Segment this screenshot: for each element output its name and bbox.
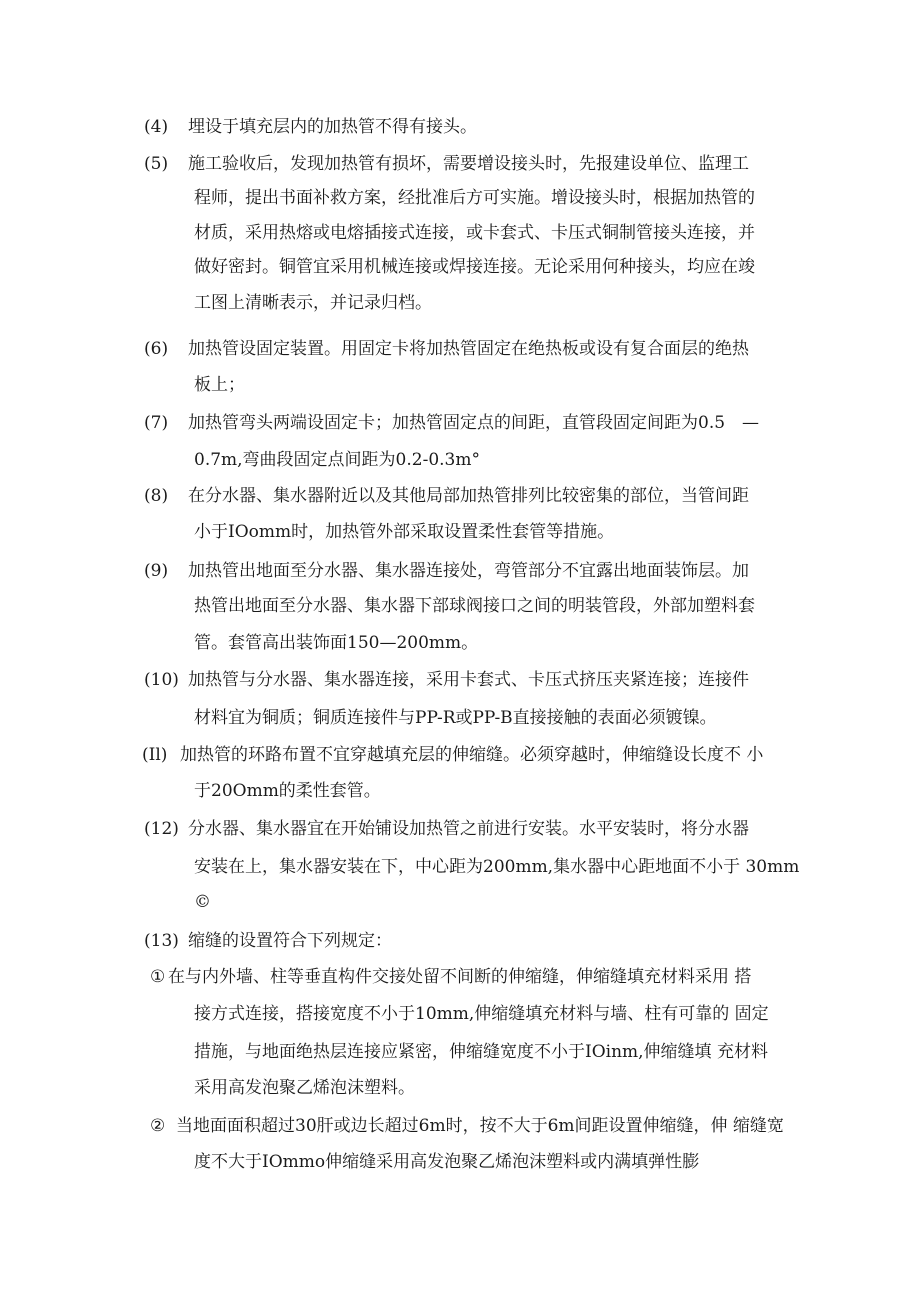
paragraph-text: 板上； — [194, 375, 245, 395]
paragraph-text: 加热管弯头两端设固定卡；加热管固定点的间距，直管段固定间距为0.5 — — [188, 413, 760, 433]
item-number: (9) — [144, 561, 169, 581]
paragraph-text: 在分水器、集水器附近以及其他局部加热管排列比较密集的部位，当管间距 — [188, 486, 749, 506]
item-number: (8) — [144, 486, 169, 506]
item-number: ① — [150, 967, 166, 987]
item-number: (Il) — [142, 745, 168, 765]
paragraph-text: 程师，提出书面补救方案，经批准后方可实施。增设接头时，根据加热管的 — [194, 188, 755, 208]
item-number: (10) — [144, 670, 179, 690]
paragraph-text: 材质，采用热熔或电熔插接式连接，或卡套式、卡压式铜制管接头连接，并 — [194, 223, 755, 243]
paragraph-text: 在与内外墙、柱等垂直构件交接处留不间断的伸缩缝，伸缩缝填充材料采用 搭 — [168, 967, 752, 987]
paragraph-text: © — [194, 892, 211, 912]
paragraph-text: 埋设于填充层内的加热管不得有接头。 — [188, 117, 477, 137]
paragraph-text: 当地面面积超过30肝或边长超过6m时，按不大于6m间距设置伸缩缝，伸 缩缝宽 — [176, 1116, 784, 1136]
item-number: (6) — [144, 339, 169, 359]
paragraph-text: 缩缝的设置符合下列规定： — [188, 931, 392, 951]
item-number: (5) — [144, 154, 169, 174]
paragraph-text: 措施，与地面绝热层连接应紧密，伸缩缝宽度不小于IOinm,伸缩缝填 充材料 — [194, 1042, 768, 1062]
paragraph-text: 工图上清晰表示，并记录归档。 — [194, 293, 432, 313]
paragraph-text: 加热管与分水器、集水器连接，采用卡套式、卡压式挤压夹紧连接；连接件 — [188, 670, 749, 690]
paragraph-text: 做好密封。铜管宜采用机械连接或焊接连接。无论采用何种接头，均应在竣 — [194, 257, 755, 277]
paragraph-text: 度不大于IOmmo伸缩缝采用高发泡聚乙烯泡沫塑料或内满填弹性膨 — [194, 1152, 700, 1172]
paragraph-text: 安装在上，集水器安装在下，中心距为200mm,集水器中心距地面不小于 30mm — [194, 857, 800, 877]
paragraph-text: 接方式连接，搭接宽度不小于10mm,伸缩缝填充材料与墙、柱有可靠的 固定 — [194, 1004, 769, 1024]
paragraph-text: 施工验收后，发现加热管有损坏，需要增设接头时，先报建设单位、监理工 — [188, 154, 749, 174]
paragraph-text: 于20Omm的柔性套管。 — [194, 781, 381, 801]
paragraph-text: 加热管出地面至分水器、集水器连接处，弯管部分不宜露出地面装饰层。加 — [188, 561, 749, 581]
paragraph-text: 加热管的环路布置不宜穿越填充层的伸缩缝。必须穿越时，伸缩缝设长度不 小 — [180, 745, 764, 765]
paragraph-text: 分水器、集水器宜在开始铺设加热管之前进行安装。水平安装时，将分水器 — [188, 819, 749, 839]
paragraph-text: 0.7m,弯曲段固定点间距为0.2-0.3m° — [194, 450, 480, 470]
item-number: (13) — [144, 931, 179, 951]
paragraph-text: 采用高发泡聚乙烯泡沫塑料。 — [194, 1078, 415, 1098]
paragraph-text: 管。套管高出装饰面150—200mm。 — [194, 633, 479, 653]
item-number: (12) — [144, 819, 179, 839]
paragraph-text: 小于IOomm时，加热管外部采取设置柔性套管等措施。 — [194, 522, 615, 542]
paragraph-text: 加热管设固定装置。用固定卡将加热管固定在绝热板或设有复合面层的绝热 — [188, 339, 749, 359]
paragraph-text: 热管出地面至分水器、集水器下部球阀接口之间的明装管段，外部加塑料套 — [194, 596, 755, 616]
item-number: ② — [150, 1116, 166, 1136]
paragraph-text: 材料宜为铜质；铜质连接件与PP-R或PP-B直接接触的表面必须镀镍。 — [194, 708, 717, 728]
item-number: (4) — [144, 117, 169, 137]
item-number: (7) — [144, 413, 169, 433]
